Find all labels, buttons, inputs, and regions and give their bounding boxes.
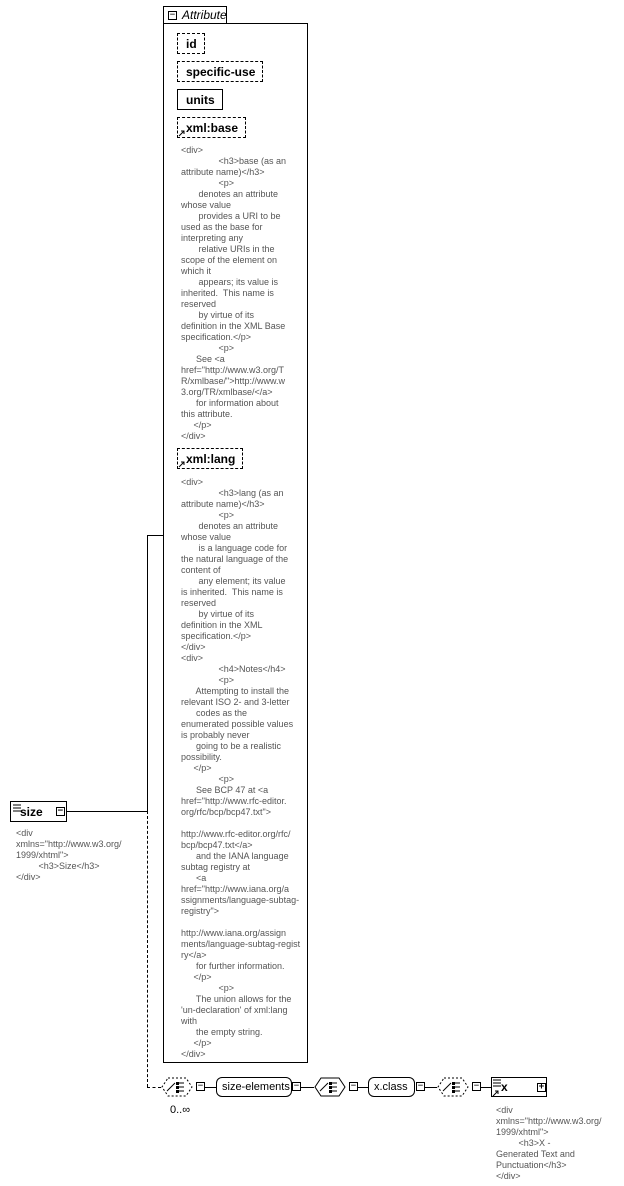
optional-connector-line — [147, 1087, 161, 1088]
connector-line — [147, 535, 148, 811]
attribute-xml-lang-label: xml:lang — [186, 452, 236, 466]
element-x-label: x — [501, 1080, 508, 1094]
reference-arrow-icon — [178, 460, 186, 468]
group-size-elements-label: size-elements — [222, 1081, 290, 1093]
connector-line — [147, 535, 163, 536]
collapse-size-elements-icon[interactable]: − — [293, 1081, 300, 1091]
collapse-x-class-icon[interactable]: − — [417, 1081, 424, 1091]
xml-base-documentation: <div> <h3>base (as an attribute name)</h3> <p> denotes an attribute whose value provides a URI to be used as the base for interpreting any relative URIs in the scope of the element on which it appears; its value is inherited. This name is reserved by virtue of its definition in the XML Base specification.</p> <p> See <a href="http://www.w3.org/T R/xmlbase/">http://www.w 3.org/TR/xmlbase/</a> for information about this attribute. </p> </div> — [181, 145, 287, 441]
sequence-compositor-icon[interactable] — [313, 1076, 353, 1102]
attribute-id[interactable] — [177, 33, 205, 54]
element-size[interactable] — [10, 801, 67, 822]
connector-line — [358, 1087, 368, 1088]
reference-arrow-icon — [492, 1089, 500, 1097]
collapse-attribute-group-icon[interactable]: − — [169, 10, 176, 20]
group-x-class[interactable] — [368, 1077, 415, 1097]
collapse-sequence-icon[interactable]: − — [197, 1081, 204, 1091]
attribute-id-label: id — [186, 37, 197, 51]
attribute-units-label: units — [186, 93, 215, 107]
attribute-group-tab[interactable] — [163, 6, 227, 23]
xml-lang-documentation: <div> <h3>lang (as an attribute name)</h3> <p> denotes an attribute whose value is a language code for the natural language of the content of any element; its value is inherited. This name is reserved by virtue of its definition in the XML specification.</p> </div> <div> <h4>Notes</h4> <p> Attempting to install the relevant ISO 2- and 3-letter codes as the enumerated possible values is probably never going to be a realistic possibility. </p> <p> See BCP 47 at <a href="http://www.rfc-editor. org/rfc/bcp/bcp47.txt"> http://www.rfc-editor.org/rfc/ bcp/bcp47.txt</a> and the IANA language subtag registry at <a href="http://www.iana.org/a ssignments/language-subtag- registry"> http://www.iana.org/assign ments/language-subtag-regist ry</a> for further information. </p> <p> The union allows for the 'un-declaration' of xml:lang with the empty string. </p> </div> — [181, 477, 301, 1059]
sequence-compositor-optional-icon[interactable] — [436, 1076, 476, 1102]
attribute-group-title: Attribute — [182, 8, 227, 22]
group-size-elements[interactable] — [216, 1077, 292, 1097]
collapse-size-icon[interactable]: − — [57, 806, 64, 816]
attribute-xml-base[interactable] — [177, 117, 246, 138]
attribute-xml-base-label: xml:base — [186, 121, 239, 135]
collapse-sequence-icon[interactable]: − — [473, 1081, 480, 1091]
expand-x-icon[interactable]: + — [538, 1082, 545, 1092]
optional-connector-line — [147, 811, 148, 1087]
size-documentation: <div xmlns="http://www.w3.org/ 1999/xhtml"> <h3>Size</h3> </div> — [16, 828, 122, 882]
sequence-cardinality: 0..∞ — [170, 1104, 191, 1116]
group-x-class-label: x.class — [374, 1081, 408, 1093]
collapse-sequence-icon[interactable]: − — [350, 1081, 357, 1091]
connector-line — [481, 1087, 491, 1088]
reference-arrow-icon — [178, 129, 186, 137]
attribute-units[interactable] — [177, 89, 223, 110]
attribute-xml-lang[interactable] — [177, 448, 243, 469]
connector-line — [67, 811, 147, 812]
element-size-label: size — [20, 805, 43, 819]
sequence-compositor-optional-icon[interactable] — [160, 1076, 200, 1102]
element-x[interactable] — [491, 1077, 547, 1097]
attribute-specific-use-label: specific-use — [186, 65, 256, 79]
connector-line — [205, 1087, 216, 1088]
attribute-specific-use[interactable] — [177, 61, 263, 82]
x-documentation: <div xmlns="http://www.w3.org/ 1999/xhtml"> <h3>X - Generated Text and Punctuation</h3> </div> — [496, 1105, 602, 1181]
